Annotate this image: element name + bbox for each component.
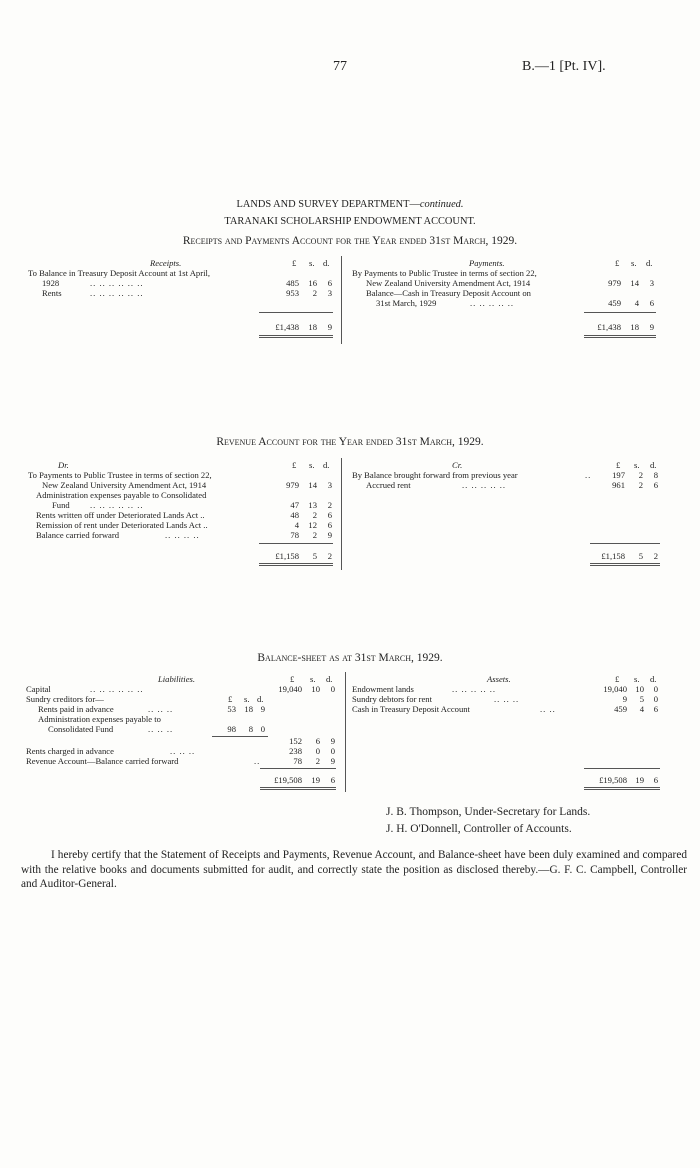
amount-pounds: 485 [286, 278, 299, 288]
liabilities-total-pounds: £19,508 [274, 775, 302, 785]
amount-shillings: 4 [634, 298, 639, 308]
liabilities-total-pence: 6 [330, 775, 335, 785]
department-continued: continued. [419, 199, 464, 210]
amount-pounds: 19,040 [278, 684, 302, 694]
total-rule [260, 768, 336, 769]
amount-pounds: 459 [614, 704, 627, 714]
sub-pence-heading: d. [257, 694, 264, 704]
amount-pence: 9 [327, 530, 332, 540]
amount-pounds: 979 [608, 278, 621, 288]
leader-dots: .. .. .. .. .. .. [90, 684, 144, 694]
liability-line: Rents charged in advance [26, 746, 114, 756]
pence-heading: d. [650, 460, 657, 470]
receipts-total-shillings: 18 [308, 322, 317, 332]
shilling-heading: s. [310, 674, 316, 684]
debit-total-shillings: 5 [312, 551, 317, 561]
amount-pounds: 19,040 [603, 684, 627, 694]
shilling-heading: s. [309, 258, 315, 268]
amount-shillings: 2 [312, 510, 317, 520]
liabilities-heading: Liabilities. [158, 674, 196, 684]
total-double-rule [584, 787, 660, 790]
leader-dots: .. .. .. .. [165, 530, 200, 540]
assets-total-pence: 6 [653, 775, 658, 785]
amount-shillings: 5 [639, 694, 644, 704]
total-double-rule [584, 335, 656, 338]
amount-pence: 3 [649, 278, 654, 288]
amount-shillings: 13 [308, 500, 317, 510]
amount-pence: 6 [327, 278, 332, 288]
pence-heading: d. [326, 674, 333, 684]
amount-pounds: 152 [289, 736, 302, 746]
subtotal-rule [212, 736, 268, 737]
liability-line: Administration expenses payable to [38, 714, 161, 724]
total-rule [584, 768, 660, 769]
leader-dots: .. [585, 470, 592, 480]
amount-pence: 3 [327, 288, 332, 298]
receipts-total-pence: 9 [327, 322, 332, 332]
amount-pounds: 78 [293, 756, 302, 766]
debit-heading: Dr. [58, 460, 69, 470]
payments-heading: Payments. [469, 258, 505, 268]
signature-under-secretary: J. B. Thompson, Under-Secretary for Lands. [386, 806, 591, 818]
amount-pounds: 98 [227, 724, 236, 734]
total-rule [259, 543, 333, 544]
liability-line: Capital [26, 684, 51, 694]
leader-dots: .. [254, 756, 261, 766]
amount-shillings: 2 [315, 756, 320, 766]
amount-shillings: 12 [308, 520, 317, 530]
leader-dots: .. .. .. .. .. [452, 684, 497, 694]
pound-heading: £ [616, 460, 621, 470]
amount-pounds: 197 [612, 470, 625, 480]
amount-shillings: 18 [244, 704, 253, 714]
amount-pounds: 48 [290, 510, 299, 520]
total-rule [590, 543, 660, 544]
payments-total-pounds: £1,438 [597, 322, 621, 332]
pound-heading: £ [290, 674, 295, 684]
balance-sheet-title: Balance-sheet as at 31st March, 1929. [257, 652, 443, 664]
shilling-heading: s. [309, 460, 315, 470]
document-reference: B.—1 [Pt. IV]. [522, 59, 606, 74]
amount-shillings: 0 [315, 746, 320, 756]
department-name: LANDS AND SURVEY DEPARTMENT— [236, 199, 420, 210]
pence-heading: d. [323, 460, 330, 470]
credit-total-pence: 2 [653, 551, 658, 561]
amount-pence: 3 [327, 480, 332, 490]
payment-line: 31st March, 1929 [376, 298, 437, 308]
amount-pence: 9 [330, 736, 335, 746]
credit-heading: Cr. [452, 460, 463, 470]
amount-pounds: 53 [227, 704, 236, 714]
leader-dots: .. .. .. [494, 694, 520, 704]
liability-line: Consolidated Fund [48, 724, 114, 734]
amount-pounds: 78 [290, 530, 299, 540]
asset-line: Cash in Treasury Deposit Account [352, 704, 470, 714]
amount-pence: 0 [260, 724, 265, 734]
amount-pence: 0 [330, 746, 335, 756]
pence-heading: d. [650, 674, 657, 684]
payments-total-shillings: 18 [630, 322, 639, 332]
shilling-heading: s. [634, 674, 640, 684]
amount-shillings: 2 [638, 470, 643, 480]
debit-line: Fund [52, 500, 70, 510]
total-double-rule [260, 787, 336, 790]
payment-line: By Payments to Public Trustee in terms of section 22, [352, 268, 537, 278]
amount-pence: 8 [653, 470, 658, 480]
column-divider [345, 672, 346, 792]
amount-pence: 0 [653, 684, 658, 694]
signature-controller: J. H. O'Donnell, Controller of Accounts. [386, 823, 572, 835]
amount-pounds: 961 [612, 480, 625, 490]
asset-line: Endowment lands [352, 684, 414, 694]
pence-heading: d. [646, 258, 653, 268]
amount-pence: 6 [327, 520, 332, 530]
liabilities-total-shillings: 19 [311, 775, 320, 785]
leader-dots: .. .. .. .. .. .. [90, 288, 144, 298]
amount-pence: 6 [327, 510, 332, 520]
debit-line: Balance carried forward [36, 530, 120, 540]
credit-line: By Balance brought forward from previous year [352, 470, 518, 480]
payment-line: Balance—Cash in Treasury Deposit Account on [366, 288, 531, 298]
page-number: 77 [333, 59, 347, 74]
amount-pounds: 238 [289, 746, 302, 756]
department-title [0, 199, 700, 210]
credit-total-pounds: £1,158 [601, 551, 625, 561]
leader-dots: .. .. .. [148, 724, 174, 734]
receipt-line: Rents [42, 288, 62, 298]
total-double-rule [259, 335, 333, 338]
payment-line: New Zealand University Amendment Act, 1914 [366, 278, 531, 288]
receipt-line: To Balance in Treasury Deposit Account at 1st April, [28, 268, 210, 278]
receipts-total-pounds: £1,438 [275, 322, 299, 332]
pence-heading: d. [323, 258, 330, 268]
amount-pence: 9 [260, 704, 265, 714]
total-rule [584, 312, 656, 313]
audit-certificate: I hereby certify that the Statement of Receipts and Payments, Revenue Account, and Balance-sheet have been duly examined and compared with the relative books and documents submitted for audit, and correctly state the position as disclosed thereby.—G. F. C. Campbell, Controller and Auditor-General. [21, 849, 687, 890]
credit-total-shillings: 5 [638, 551, 643, 561]
amount-shillings: 16 [308, 278, 317, 288]
pound-heading: £ [615, 258, 620, 268]
total-double-rule [259, 563, 333, 566]
amount-shillings: 10 [311, 684, 320, 694]
amount-pounds: 953 [286, 288, 299, 298]
sub-shilling-heading: s. [244, 694, 250, 704]
amount-pounds: 459 [608, 298, 621, 308]
credit-line: Accrued rent [366, 480, 411, 490]
amount-shillings: 14 [630, 278, 639, 288]
total-double-rule [590, 563, 660, 566]
debit-line: Rents written off under Deteriorated Lands Act .. [36, 510, 205, 520]
assets-heading: Assets. [487, 674, 511, 684]
leader-dots: .. .. .. .. .. .. [90, 500, 144, 510]
debit-total-pounds: £1,158 [275, 551, 299, 561]
receipts-heading: Receipts. [150, 258, 182, 268]
amount-shillings: 2 [638, 480, 643, 490]
leader-dots: .. .. .. [148, 704, 174, 714]
amount-pence: 0 [653, 694, 658, 704]
assets-total-shillings: 19 [635, 775, 644, 785]
amount-pence: 2 [327, 500, 332, 510]
amount-shillings: 6 [315, 736, 320, 746]
amount-pounds: 979 [286, 480, 299, 490]
assets-total-pounds: £19,508 [599, 775, 627, 785]
column-divider [341, 256, 342, 344]
amount-shillings: 8 [248, 724, 253, 734]
amount-pounds: 47 [290, 500, 299, 510]
shilling-heading: s. [631, 258, 637, 268]
liability-line: Revenue Account—Balance carried forward [26, 756, 179, 766]
amount-pence: 0 [330, 684, 335, 694]
account-title: TARANAKI SCHOLARSHIP ENDOWMENT ACCOUNT. [224, 216, 476, 227]
amount-pence: 9 [330, 756, 335, 766]
amount-pounds: 4 [294, 520, 299, 530]
pound-heading: £ [292, 460, 297, 470]
column-divider [341, 458, 342, 570]
liability-line: Sundry creditors for— [26, 694, 104, 704]
payments-total-pence: 9 [649, 322, 654, 332]
leader-dots: .. .. .. [170, 746, 196, 756]
sub-pound-heading: £ [228, 694, 233, 704]
debit-line: New Zealand University Amendment Act, 1914 [42, 480, 207, 490]
amount-shillings: 14 [308, 480, 317, 490]
amount-shillings: 2 [312, 530, 317, 540]
leader-dots: .. .. [540, 704, 556, 714]
asset-line: Sundry debtors for rent [352, 694, 432, 704]
revenue-account-title: Revenue Account for the Year ended 31st March, 1929. [216, 436, 484, 448]
leader-dots: .. .. .. .. .. [462, 480, 507, 490]
pound-heading: £ [615, 674, 620, 684]
leader-dots: .. .. .. .. .. [470, 298, 515, 308]
amount-pence: 6 [653, 480, 658, 490]
debit-line: Administration expenses payable to Consolidated [36, 490, 207, 500]
debit-line: To Payments to Public Trustee in terms of section 22, [28, 470, 212, 480]
leader-dots: .. .. .. .. .. .. [90, 278, 144, 288]
amount-shillings: 4 [639, 704, 644, 714]
total-rule [259, 312, 333, 313]
amount-shillings: 10 [635, 684, 644, 694]
shilling-heading: s. [634, 460, 640, 470]
amount-pence: 6 [649, 298, 654, 308]
debit-total-pence: 2 [327, 551, 332, 561]
liability-line: Rents paid in advance [38, 704, 114, 714]
pound-heading: £ [292, 258, 297, 268]
debit-line: Remission of rent under Deteriorated Lands Act .. [36, 520, 208, 530]
receipts-payments-title: Receipts and Payments Account for the Year ended 31st March, 1929. [182, 235, 518, 247]
amount-pounds: 9 [622, 694, 627, 704]
receipt-line: 1928 [42, 278, 60, 288]
amount-pence: 6 [653, 704, 658, 714]
amount-shillings: 2 [312, 288, 317, 298]
